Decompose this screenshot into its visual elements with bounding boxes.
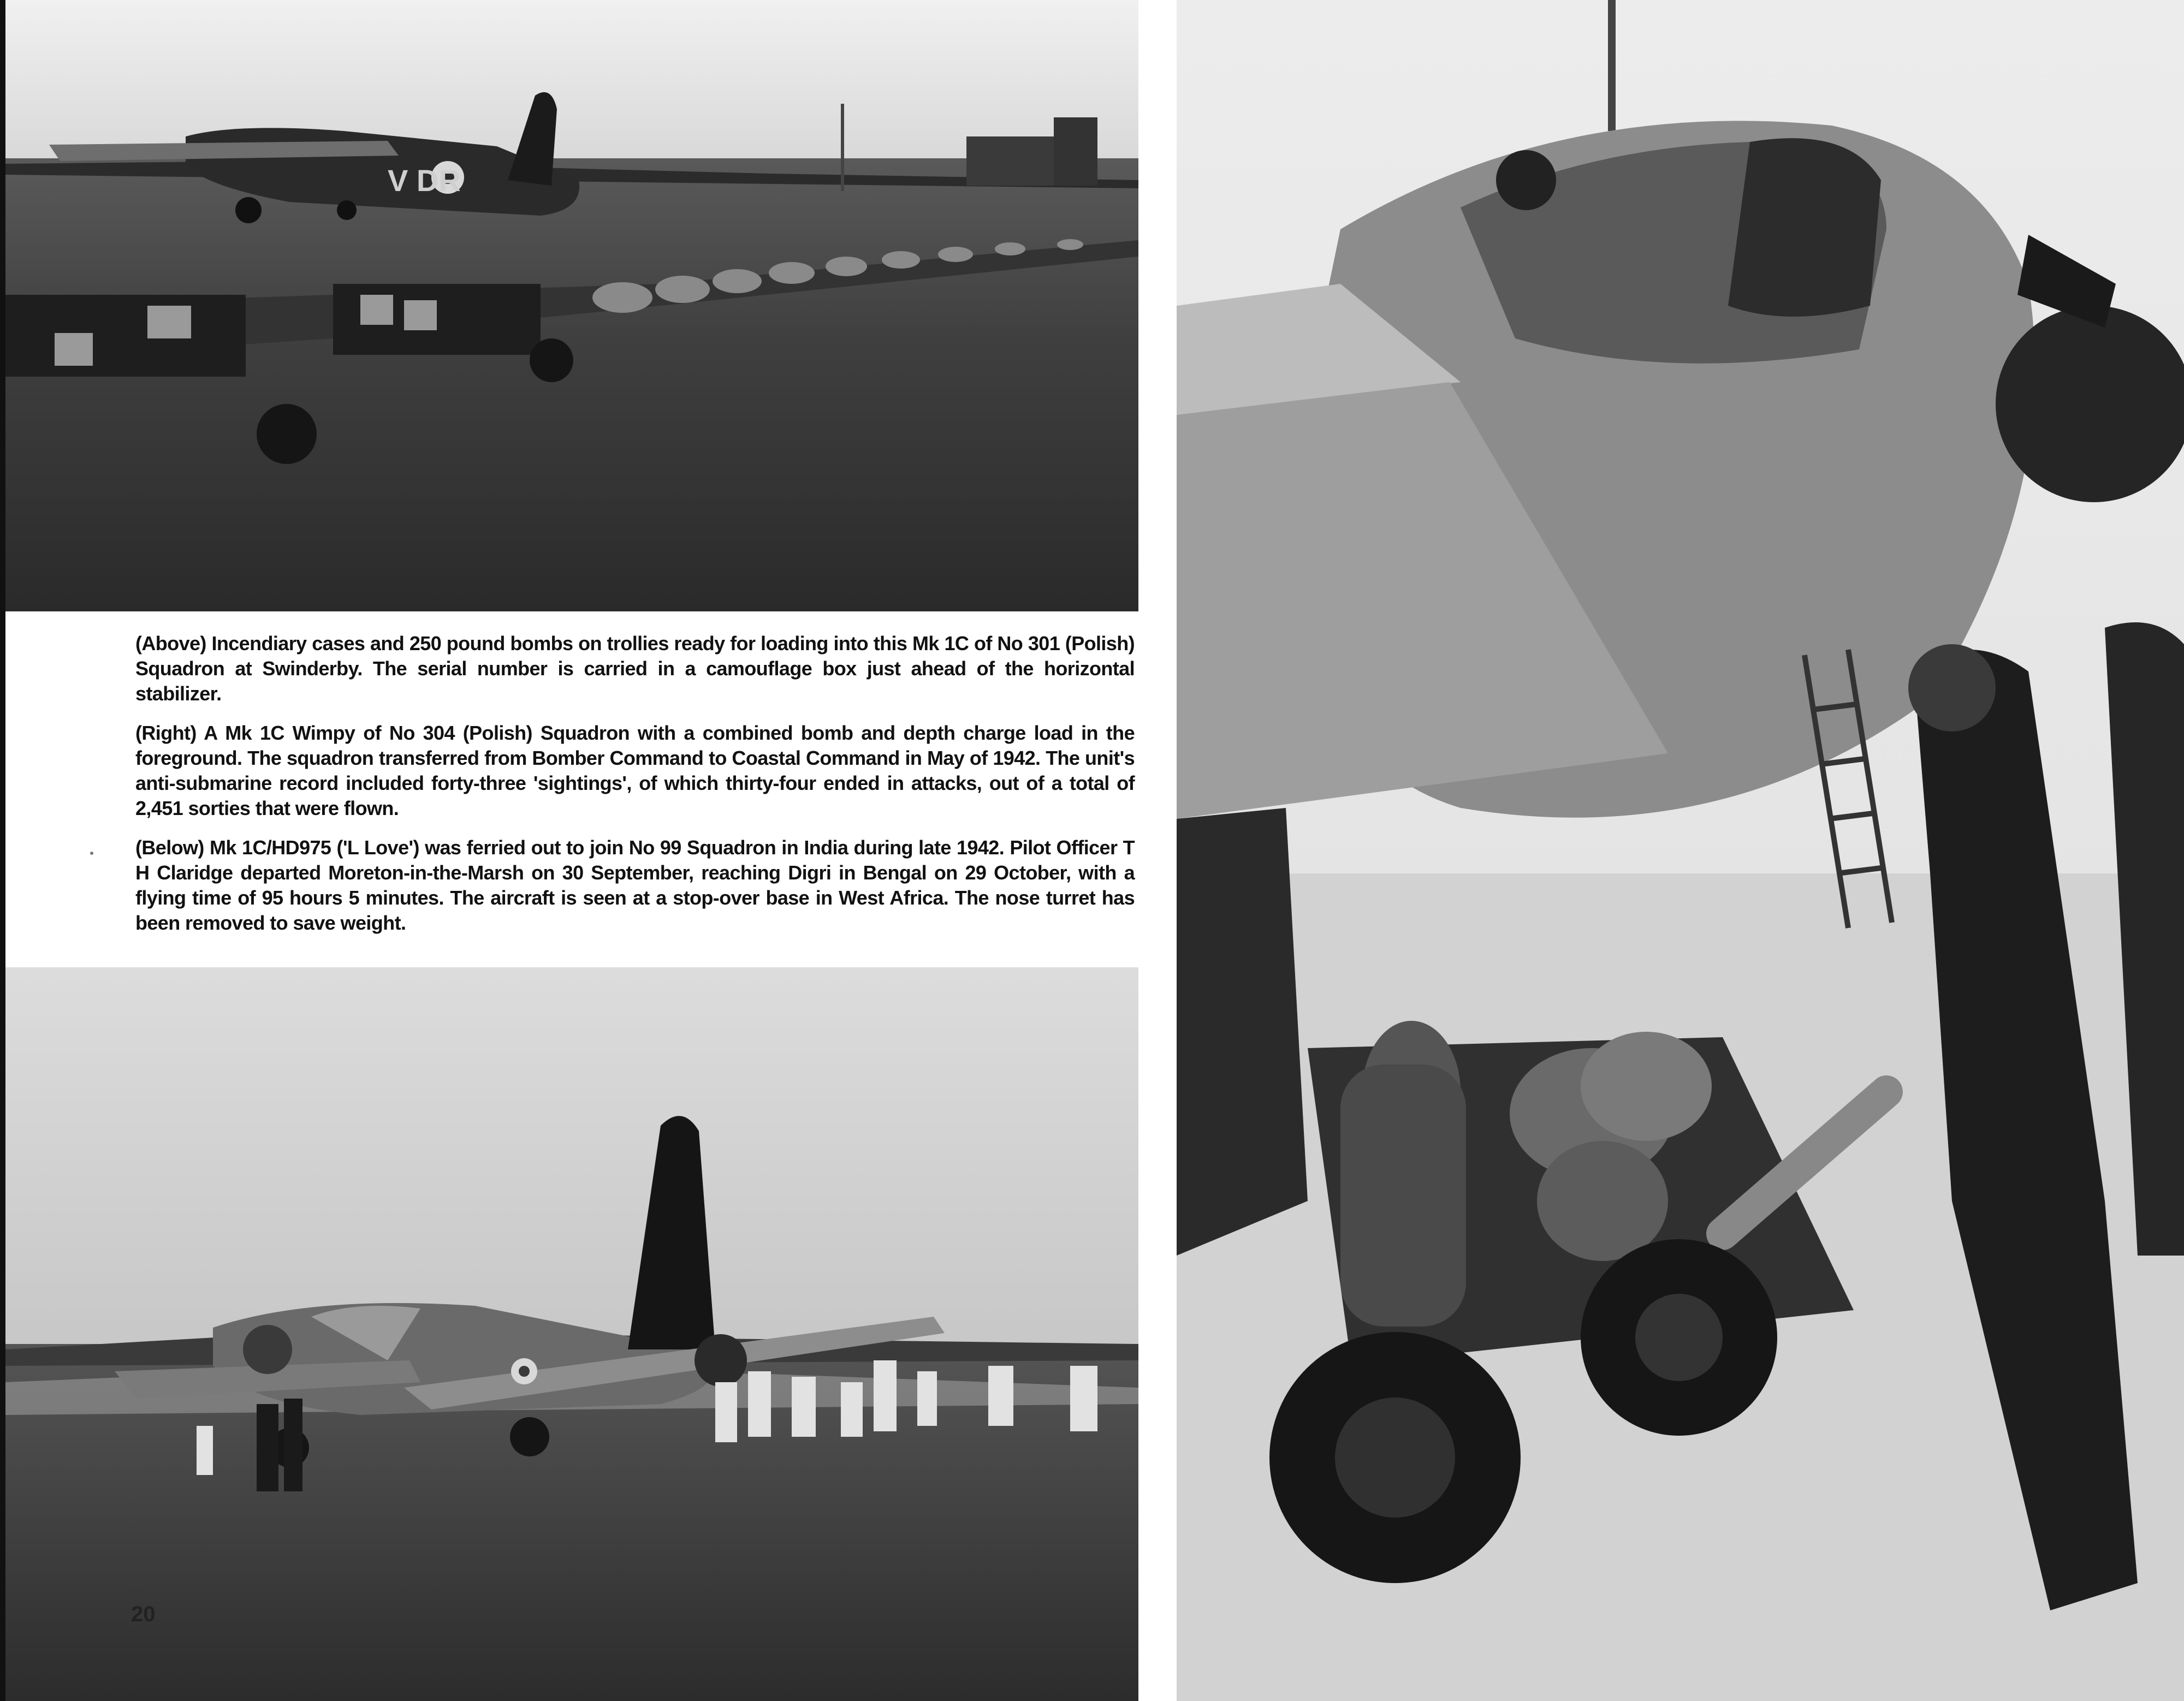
caption-below: (Below) Mk 1C/HD975 ('L Love') was ferried out to join No 99 Squadron in India during late 1942. Pilot Officer T H Claridge departed Moreton-in-the-Marsh on 30 September, reaching Digri in Bengal on 29 October, with a flying time of 95 hours 5 minutes. The aircraft is seen at a stop-over base in West Africa. The nose turret has been removed to save weight.: [135, 836, 1135, 934]
photo-right-nose-bomb-trolley: [1177, 0, 2184, 1701]
print-speck: [90, 852, 93, 855]
fuselage-code: V DR: [388, 163, 461, 198]
caption-right: (Right) A Mk 1C Wimpy of No 304 (Polish) Squadron with a combined bomb and depth charge load in the foreground. The squadron transferred from Bomber Command to Coastal Command in May of 1942. The unit's anti-submarine record included forty-three 'sightings', of which thirty-four ended in attacks, out of a total of 2,451 sorties that were flown.: [135, 722, 1135, 819]
page-gutter: [1138, 0, 1177, 1701]
photo-bottom-west-africa-stopover: [5, 967, 1138, 1701]
photo-top-airfield-bomb-trollies: [5, 0, 1138, 611]
captions-block: [135, 631, 1135, 950]
page-number: 20: [131, 1602, 156, 1626]
caption-above: (Above) Incendiary cases and 250 pound bombs on trollies ready for loading into this Mk 1C of No 301 (Polish) Squadron at Swinderby. The serial number is carried in a camouflage box just ahead of the horizontal stabilizer.: [135, 632, 1135, 705]
page-edge: [0, 0, 5, 1701]
